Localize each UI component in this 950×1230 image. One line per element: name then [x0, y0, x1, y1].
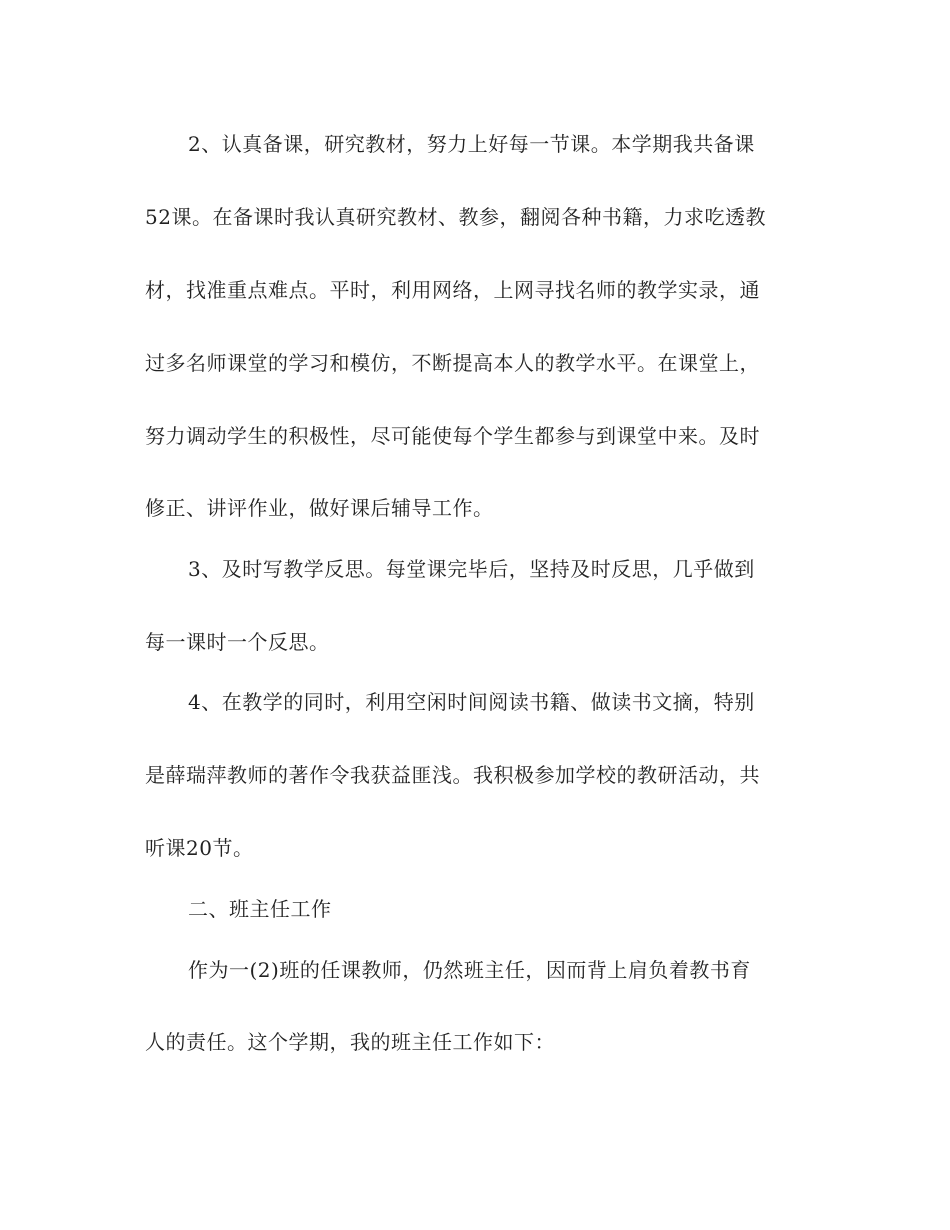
- paragraph-5-line-1: 作为一(2)班的任课教师，仍然班主任，因而背上肩负着教书育: [188, 958, 751, 982]
- paragraph-4-line-3: 听课20节。: [145, 836, 254, 860]
- section-heading: 二、班主任工作: [188, 897, 332, 921]
- paragraph-2-line-6: 修正、讲评作业，做好课后辅导工作。: [145, 496, 494, 520]
- paragraph-2-line-4: 过多名师课堂的学习和模仿，不断提高本人的教学水平。在课堂上，: [145, 351, 760, 375]
- paragraph-2-line-1: 2、认真备课，研究教材，努力上好每一节课。本学期我共备课: [188, 132, 755, 156]
- paragraph-4-line-1: 4、在教学的同时，利用空闲时间阅读书籍、做读书文摘，特别: [188, 690, 755, 714]
- paragraph-2-line-3: 材，找准重点难点。平时，利用网络，上网寻找名师的教学实录，通: [145, 278, 760, 302]
- paragraph-5-line-2: 人的责任。这个学期，我的班主任工作如下：: [145, 1030, 555, 1054]
- paragraph-3-line-1: 3、及时写教学反思。每堂课完毕后，坚持及时反思，几乎做到: [188, 557, 755, 581]
- paragraph-2-line-5: 努力调动学生的积极性，尽可能使每个学生都参与到课堂中来。及时: [145, 424, 760, 448]
- paragraph-4-line-2: 是薛瑞萍教师的著作令我获益匪浅。我积极参加学校的教研活动，共: [145, 763, 760, 787]
- paragraph-3-line-2: 每一课时一个反思。: [145, 630, 330, 654]
- paragraph-2-line-2: 52课。在备课时我认真研究教材、教参，翻阅各种书籍，力求吃透教: [145, 205, 766, 229]
